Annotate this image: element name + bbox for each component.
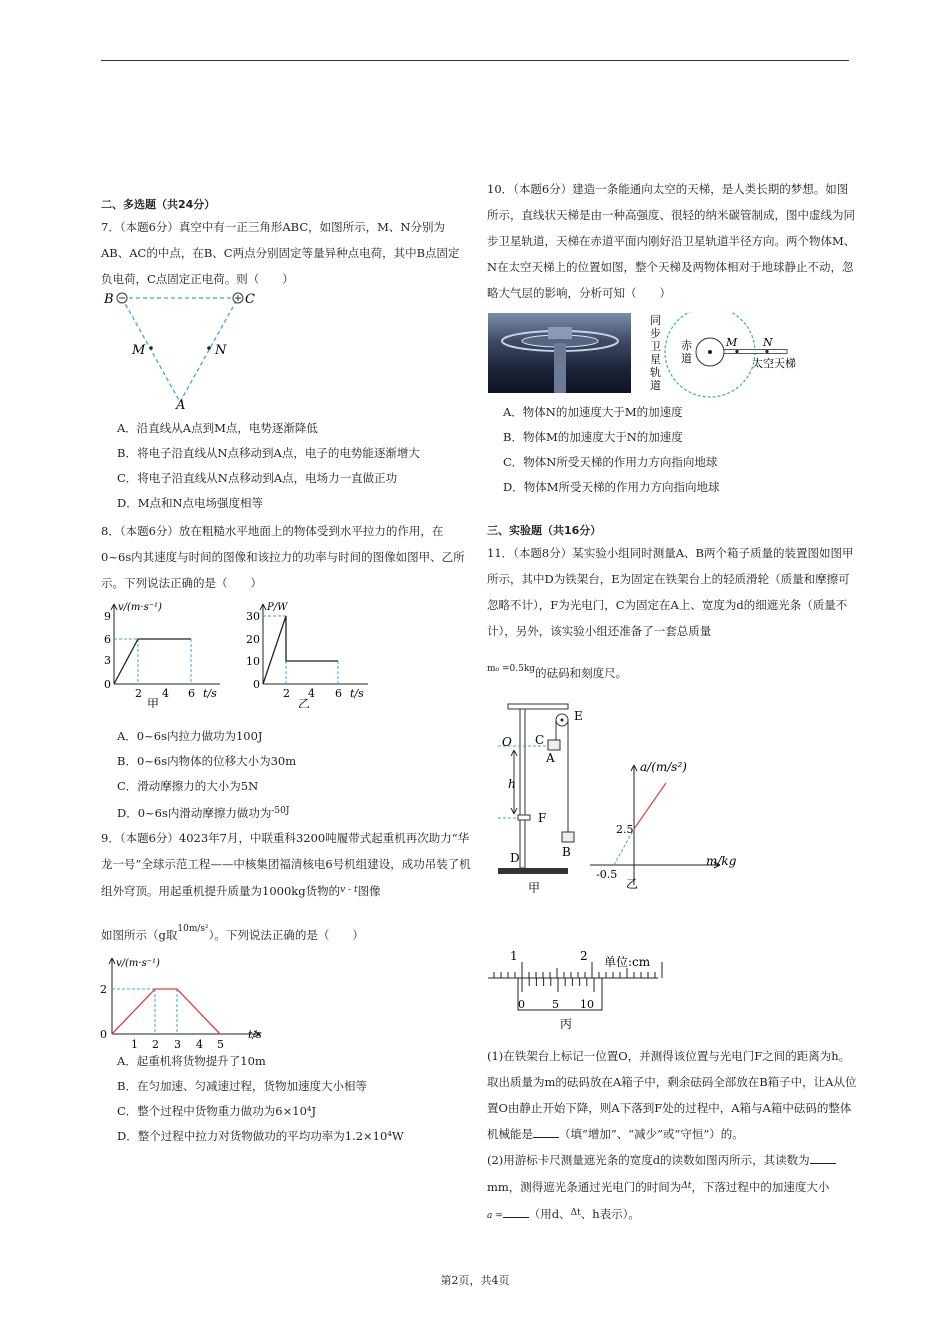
q11-m0: m₀ =0.5kg: [487, 664, 536, 674]
q9-tick-t3: 3: [174, 1038, 181, 1048]
q11-blank-2[interactable]: [810, 1151, 836, 1164]
label-equator-2: 道: [681, 352, 692, 365]
q11-m0-line: $^{m_0 =0.5kg}$的砝码和刻度尺。: [487, 664, 628, 680]
q9-tick-t1: 1: [131, 1038, 138, 1048]
q10-option-c[interactable]: C．物体N所受天梯的作用力方向指向地球: [503, 455, 718, 469]
q7-triangle-figure: [100, 286, 270, 412]
space-elevator-photo: [488, 313, 631, 393]
jia-xlabel: t/s: [203, 687, 217, 700]
q8-graphs: [100, 596, 380, 708]
jia-tick-0: 0: [104, 678, 111, 691]
bing-v5: 5: [552, 998, 559, 1011]
jia-series-line: [114, 639, 191, 684]
jia-label-h: h: [508, 777, 516, 791]
yi-mark-2-5: 2.5: [616, 823, 634, 836]
q10-orbit-figure: [640, 312, 800, 402]
q8-option-a[interactable]: A．0~6s内拉力做功为100J: [117, 729, 263, 743]
yi-tick-t4: 4: [308, 687, 315, 700]
yi-caption: 乙: [298, 697, 311, 708]
q7-options: [101, 416, 471, 516]
q11-text: 11．（本题8分）某实验小组同时测量A、B两个箱子质量的装置图如图甲所示，其中D为铁架台，E为固定在铁架台上的轻质滑轮（质量和摩擦可忽略不计），F为光电门，C为固定在A上、宽度为d的细遮光条（质量不计），另外，该实验小组还准备了一套总质量: [487, 546, 854, 638]
bing-caption: 丙: [560, 1017, 573, 1031]
q11-block: [487, 522, 857, 686]
q9-text-1: 9．（本题6分）4023年7月，中联重科3200吨履带式起重机再次助力“华龙一号”全球示范工程——中核集团福清核电6号机组建设，成功吊装了机组外穹顶。用起重机提升质量为1000kg货物的$^{v - t}$图像: [101, 831, 471, 898]
section-multi-choice: 二、多选题（共24分）: [101, 198, 216, 211]
bing-v0: 0: [518, 998, 525, 1011]
page-footer: 第2页，共4页: [440, 1274, 510, 1287]
yi-mark-neg-0-5: -0.5: [596, 868, 618, 881]
q11-part1: (1)在铁架台上标记一位置O，并测得该位置与光电门F之间的距离为h。取出质量为m的砝码放在A箱子中，剩余砝码全部放在B箱子中，让A从位置O由静止开始下降，则A下落到F处的过程中，A箱与A箱中砝码的整体机械能是 （填“增加”、“减少”或“守恒”）的。: [487, 1049, 857, 1141]
q9-vt: v - t: [340, 885, 358, 895]
q9-tick-0: 0: [100, 1028, 107, 1041]
yi-xlabel: t/s: [350, 687, 364, 700]
q9-series-line: [112, 989, 220, 1034]
q9-tick-t5: 5: [217, 1038, 224, 1048]
q9-tick-t4: 4: [196, 1038, 203, 1048]
jia-ylabel: v/(m·s⁻¹): [118, 602, 162, 613]
q9-block: [101, 825, 471, 948]
bing-v10: 10: [580, 998, 594, 1011]
bing-main-2: 2: [580, 949, 588, 963]
q8-text: 8．（本题6分）放在粗糙水平地面上的物体受到水平拉力的作用，在0~6s内其速度与时间的图像和该拉力的功率与时间的图像如图甲、乙所示。下列说法正确的是（ ）: [101, 524, 465, 590]
label-C: C: [245, 292, 255, 307]
jia-tick-t4: 4: [162, 687, 169, 700]
jia-label-D: D: [510, 851, 520, 865]
q7-option-a[interactable]: A．沿直线从A点到M点，电势逐渐降低: [117, 421, 318, 435]
label-N: N: [215, 343, 227, 358]
label-equator-1: 赤: [681, 339, 692, 352]
q9-g-value: 10m/s²: [177, 924, 209, 934]
q9-tick-2: 2: [100, 983, 107, 996]
orbit-label-M: M: [726, 336, 738, 349]
q7-option-b[interactable]: B．将电子沿直线从N点移动到A点，电子的电势能逐渐增大: [117, 446, 420, 460]
bing-unit: 单位:cm: [604, 955, 651, 969]
yi-ylabel: P/W: [267, 602, 288, 613]
q8-option-d[interactable]: D．0~6s内滑动摩擦力做功为$^{-50J}$: [117, 806, 290, 820]
jia-label-F: F: [538, 811, 547, 825]
jia-label-B: B: [562, 845, 571, 859]
q11-dt-2: Δt: [570, 1208, 581, 1218]
q9-options: [101, 1049, 471, 1149]
jia-tick-9: 9: [104, 610, 111, 623]
q10-option-d[interactable]: D．物体M所受天梯的作用力方向指向地球: [503, 480, 720, 494]
yi-xlabel: m/kg: [706, 854, 737, 868]
yi-tick-t6: 6: [335, 687, 342, 700]
label-A: A: [176, 398, 186, 412]
q9-option-a[interactable]: A．起重机将货物提升了10m: [117, 1054, 266, 1068]
q9-text-2: 如图所示（g取$^{10m/s^2}$）。下列说法正确的是（ ）: [101, 924, 364, 942]
am-graph-yi: [590, 755, 750, 895]
jia-label-E: E: [574, 709, 583, 723]
jia-tick-3: 3: [104, 654, 111, 667]
orbit-label-N: N: [763, 336, 773, 349]
q10-options: [487, 400, 857, 500]
jia-tick-t6: 6: [188, 687, 195, 700]
label-M: M: [132, 343, 146, 358]
label-ladder: 太空天梯: [752, 357, 796, 370]
bing-main-1: 1: [510, 949, 518, 963]
q10-block: [487, 176, 857, 306]
jia-tick-t2: 2: [135, 687, 142, 700]
orbit-label-6: 道: [650, 379, 661, 392]
orbit-label-3: 卫: [650, 340, 661, 353]
q10-option-a[interactable]: A．物体N的加速度大于M的加速度: [503, 405, 683, 419]
left-column: [101, 196, 471, 292]
apparatus-figure-jia: [490, 700, 600, 895]
orbit-label-2: 步: [650, 327, 661, 340]
q9-graph: [100, 952, 270, 1048]
graph-yi: [246, 602, 368, 708]
section-experiment: 三、实验题（共16分）: [487, 524, 602, 537]
q8-option-b[interactable]: B．0~6s内物体的位移大小为30m: [117, 754, 297, 768]
graph-jia: [104, 602, 220, 708]
header-rule: [101, 60, 849, 61]
jia-label-A: A: [546, 751, 555, 765]
q7-option-d[interactable]: D．M点和N点电场强度相等: [117, 496, 264, 510]
jia-caption: 甲: [147, 697, 160, 708]
jia-label-O: O: [502, 735, 512, 749]
q9-xlabel: t/s: [248, 1028, 262, 1041]
yi-ylabel: a/(m/s²): [640, 760, 687, 774]
photo-art: [488, 313, 631, 393]
q9-tick-t2: 2: [152, 1038, 159, 1048]
q8-d-value: -50J: [271, 806, 290, 816]
jia-caption: 甲: [528, 881, 541, 895]
q10-text: 10．（本题6分）建造一条能通向太空的天梯，是人类长期的梦想。如图所示，直线状天梯是由一种高强度、很轻的纳米碳管制成，图中虚线为同步卫星轨道，天梯在赤道平面内刚好沿卫星轨道半径方向。两个物体M、N在太空天梯上的位置如图，整个天梯及两物体相对于地球静止不动，忽略大气层的影响，分析可知（ ）: [487, 182, 856, 300]
jia-tick-6: 6: [104, 633, 111, 646]
q11-part2: (2)用游标卡尺测量遮光条的宽度d的读数如图丙所示，其读数为mm，测得遮光条通过光电门的时间为$^{\Delta t}$，下落过程中的加速度大小 a = （用d、$^{\Delta t}$、h表示）。: [487, 1147, 857, 1229]
q11-blank-3[interactable]: [503, 1205, 529, 1218]
q7-option-c[interactable]: C．将电子沿直线从N点移动到A点，电场力一直做正功: [117, 471, 398, 485]
orbit-label-5: 轨: [650, 366, 661, 379]
yi-red-line: [634, 783, 666, 829]
orbit-label-1: 同: [650, 314, 661, 327]
q8-block: [101, 518, 471, 596]
q11-questions: [487, 1043, 857, 1229]
yi-series-line: [263, 616, 338, 684]
q10-option-b[interactable]: B．物体M的加速度大于N的加速度: [503, 430, 683, 444]
q9-ylabel: v/(m·s⁻¹): [116, 958, 160, 969]
yi-tick-30: 30: [246, 610, 260, 623]
label-B: B: [104, 292, 114, 307]
yi-tick-t2: 2: [283, 687, 290, 700]
yi-tick-0: 0: [253, 678, 260, 691]
q11-blank-1[interactable]: [533, 1125, 559, 1138]
q9-option-d[interactable]: D．整个过程中拉力对货物做功的平均功率为1.2×10⁴W: [117, 1129, 404, 1143]
yi-tick-20: 20: [246, 633, 260, 646]
yi-caption: 乙: [626, 877, 639, 891]
q11-a-eq: a =: [487, 1211, 503, 1221]
q8-options: [101, 724, 471, 826]
yi-tick-10: 10: [246, 655, 260, 668]
q11-dt: Δt: [681, 1181, 692, 1191]
q9-option-b[interactable]: B．在匀加速、匀减速过程，货物加速度大小相等: [117, 1079, 367, 1093]
q9-option-c[interactable]: C．整个过程中货物重力做功为6×10⁴J: [117, 1104, 317, 1118]
q7-text: 7．（本题6分）真空中有一正三角形ABC，如图所示，M、N分别为AB、AC的中点，在B、C两点分别固定等量异种点电荷，其中B点固定负电荷，C点固定正电荷。则（ ）: [101, 220, 460, 286]
jia-label-C: C: [535, 733, 545, 747]
vernier-figure-bing: [488, 946, 688, 1034]
orbit-label-4: 星: [650, 353, 661, 366]
q8-option-c[interactable]: C．滑动摩擦力的大小为5N: [117, 779, 259, 793]
